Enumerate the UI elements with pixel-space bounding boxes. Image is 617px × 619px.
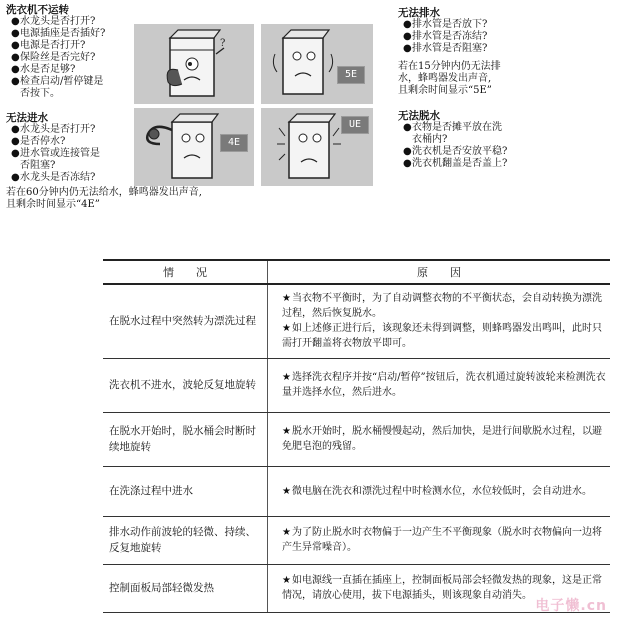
list-item: ●排水管是否放下?: [403, 19, 488, 30]
list-item-continuation: 否按下。: [20, 88, 60, 99]
reason-cell: ★为了防止脱水时衣物偏于一边产生不平衡现象（脱水时衣物偏向一边将产生异常噪音）。: [268, 516, 611, 564]
bullet-icon: ●: [11, 64, 20, 75]
washer-cartoon-icon: [134, 24, 254, 104]
table-row: [103, 284, 610, 358]
bullet-icon: ●: [403, 146, 412, 157]
list-item: ●洗衣机翻盖是否盖上?: [403, 158, 508, 169]
note-line: 且剩余时间显示“4E”: [6, 199, 100, 210]
list-item: ●水龙头是否冻结?: [11, 172, 96, 183]
list-item: ●检查启动/暂停键是: [11, 76, 104, 87]
list-item: ●进水管或连接管是: [11, 148, 100, 159]
reason-cell: ★当衣物不平衡时，为了自动调整衣物的不平衡状态，会自动转换为漂洗过程，然后恢复脱水。 ★如上述修正进行后，该现象还未得到调整，则蜂鸣器发出鸣叫，此时只需打开翻盖将衣物放平即可。: [268, 284, 611, 358]
section-no-inlet: [6, 112, 100, 184]
note-line: 水，蜂鸣器发出声音,: [398, 73, 492, 84]
table-row: [103, 358, 610, 412]
star-icon: ★: [282, 293, 291, 305]
bullet-icon: ●: [403, 43, 412, 54]
display-readout: 4E: [220, 134, 248, 152]
bullet-icon: ●: [403, 158, 412, 169]
section-title: 无法进水: [6, 112, 48, 124]
bullet-icon: ●: [11, 16, 20, 27]
bullet-icon: ●: [11, 124, 20, 135]
list-item: ●水龙头是否打开?: [11, 16, 96, 27]
list-item-continuation: 否阻塞?: [20, 160, 56, 171]
illustration-no-spin: [261, 108, 373, 186]
bullet-icon: ●: [11, 40, 20, 51]
no-inlet-note: [6, 187, 202, 211]
situation-cell: 洗衣机不进水，波轮反复地旋转: [103, 358, 268, 412]
list-item-continuation: 衣桶内?: [412, 134, 448, 145]
bullet-icon: ●: [11, 148, 20, 159]
star-icon: ★: [282, 323, 291, 335]
bullet-icon: ●: [403, 122, 412, 133]
star-icon: ★: [282, 426, 291, 437]
bullet-icon: ●: [403, 31, 412, 42]
star-icon: ★: [282, 372, 291, 383]
bullet-icon: ●: [11, 28, 20, 39]
situation-cell: 在脱水开始时，脱水桶会时断时续地旋转: [103, 412, 268, 466]
bullet-icon: ●: [11, 136, 20, 147]
situation-cell: 排水动作前波轮的轻微、持续、反复地旋转: [103, 516, 268, 564]
note-line: 若在60分钟内仍无法给水，蜂鸣器发出声音,: [6, 187, 202, 198]
bullet-icon: ●: [403, 19, 412, 30]
section-no-drain: [398, 7, 501, 97]
header-situation: 情 况: [103, 260, 268, 284]
bullet-icon: ●: [11, 76, 20, 87]
washer-sad-icon: [261, 24, 373, 104]
section-title: 洗衣机不运转: [6, 4, 69, 16]
reason-cell: ★选择洗衣程序并按“启动/暂停”按钮后，洗衣机通过旋转波轮来检测洗衣量并选择水位，然后进水。: [268, 358, 611, 412]
situation-cell: 在脱水过程中突然转为漂洗过程: [103, 284, 268, 358]
list-item: ●是否停水?: [11, 136, 66, 147]
list-item: ●电源插座是否插好?: [11, 28, 106, 39]
list-item: ●电源是否打开?: [11, 40, 86, 51]
table-row: [103, 564, 610, 612]
list-item: ●排水管是否阻塞?: [403, 43, 488, 54]
illustration-no-inlet: [134, 108, 254, 186]
note-line: 若在15分钟内仍无法排: [398, 61, 501, 72]
note-line: 且剩余时间显示“5E”: [398, 85, 492, 96]
reason-cell: ★微电脑在洗衣和漂洗过程中时检测水位，水位较低时，会自动进水。: [268, 466, 611, 516]
section-title: 无法脱水: [398, 110, 440, 122]
table-row: [103, 516, 610, 564]
situation-cell: 在洗涤过程中进水: [103, 466, 268, 516]
header-reason: 原 因: [268, 260, 611, 284]
reason-cell: ★如电源线一直插在插座上，控制面板局部会轻微发热的现象，这是正常情况，请放心使用，拔下电源插头，则该现象自动消失。: [268, 564, 611, 612]
table-row: [103, 466, 610, 516]
list-item: ●保险丝是否完好?: [11, 52, 96, 63]
list-item: ●排水管是否冻结?: [403, 31, 488, 42]
situation-cell: 控制面板局部轻微发热: [103, 564, 268, 612]
list-item: ●水龙头是否打开?: [11, 124, 96, 135]
illustration-no-drain: [261, 24, 373, 104]
list-item: ●水是否足够?: [11, 64, 76, 75]
illustration-not-running: [134, 24, 254, 104]
star-icon: ★: [282, 485, 291, 497]
section-title: 无法排水: [398, 7, 440, 19]
section-not-running: [6, 4, 105, 100]
watermark: 电子懒.cn: [535, 598, 607, 614]
star-icon: ★: [282, 575, 291, 586]
table-header-row: [103, 260, 610, 284]
star-icon: ★: [282, 527, 291, 538]
display-readout: UE: [341, 116, 369, 134]
reason-cell: ★脱水开始时，脱水桶慢慢起动，然后加快，是进行间歇脱水过程，以避免肥皂泡的残留。: [268, 412, 611, 466]
svg-text:?: ?: [220, 38, 226, 49]
troubleshooting-table: [103, 259, 610, 613]
display-readout: 5E: [337, 66, 365, 84]
section-no-spin: [398, 110, 507, 170]
list-item: ●衣物是否摊平放在洗: [403, 122, 502, 133]
bullet-icon: ●: [11, 52, 20, 63]
bullet-icon: ●: [11, 172, 20, 183]
table-row: [103, 412, 610, 466]
list-item: ●洗衣机是否安放平稳?: [403, 146, 508, 157]
